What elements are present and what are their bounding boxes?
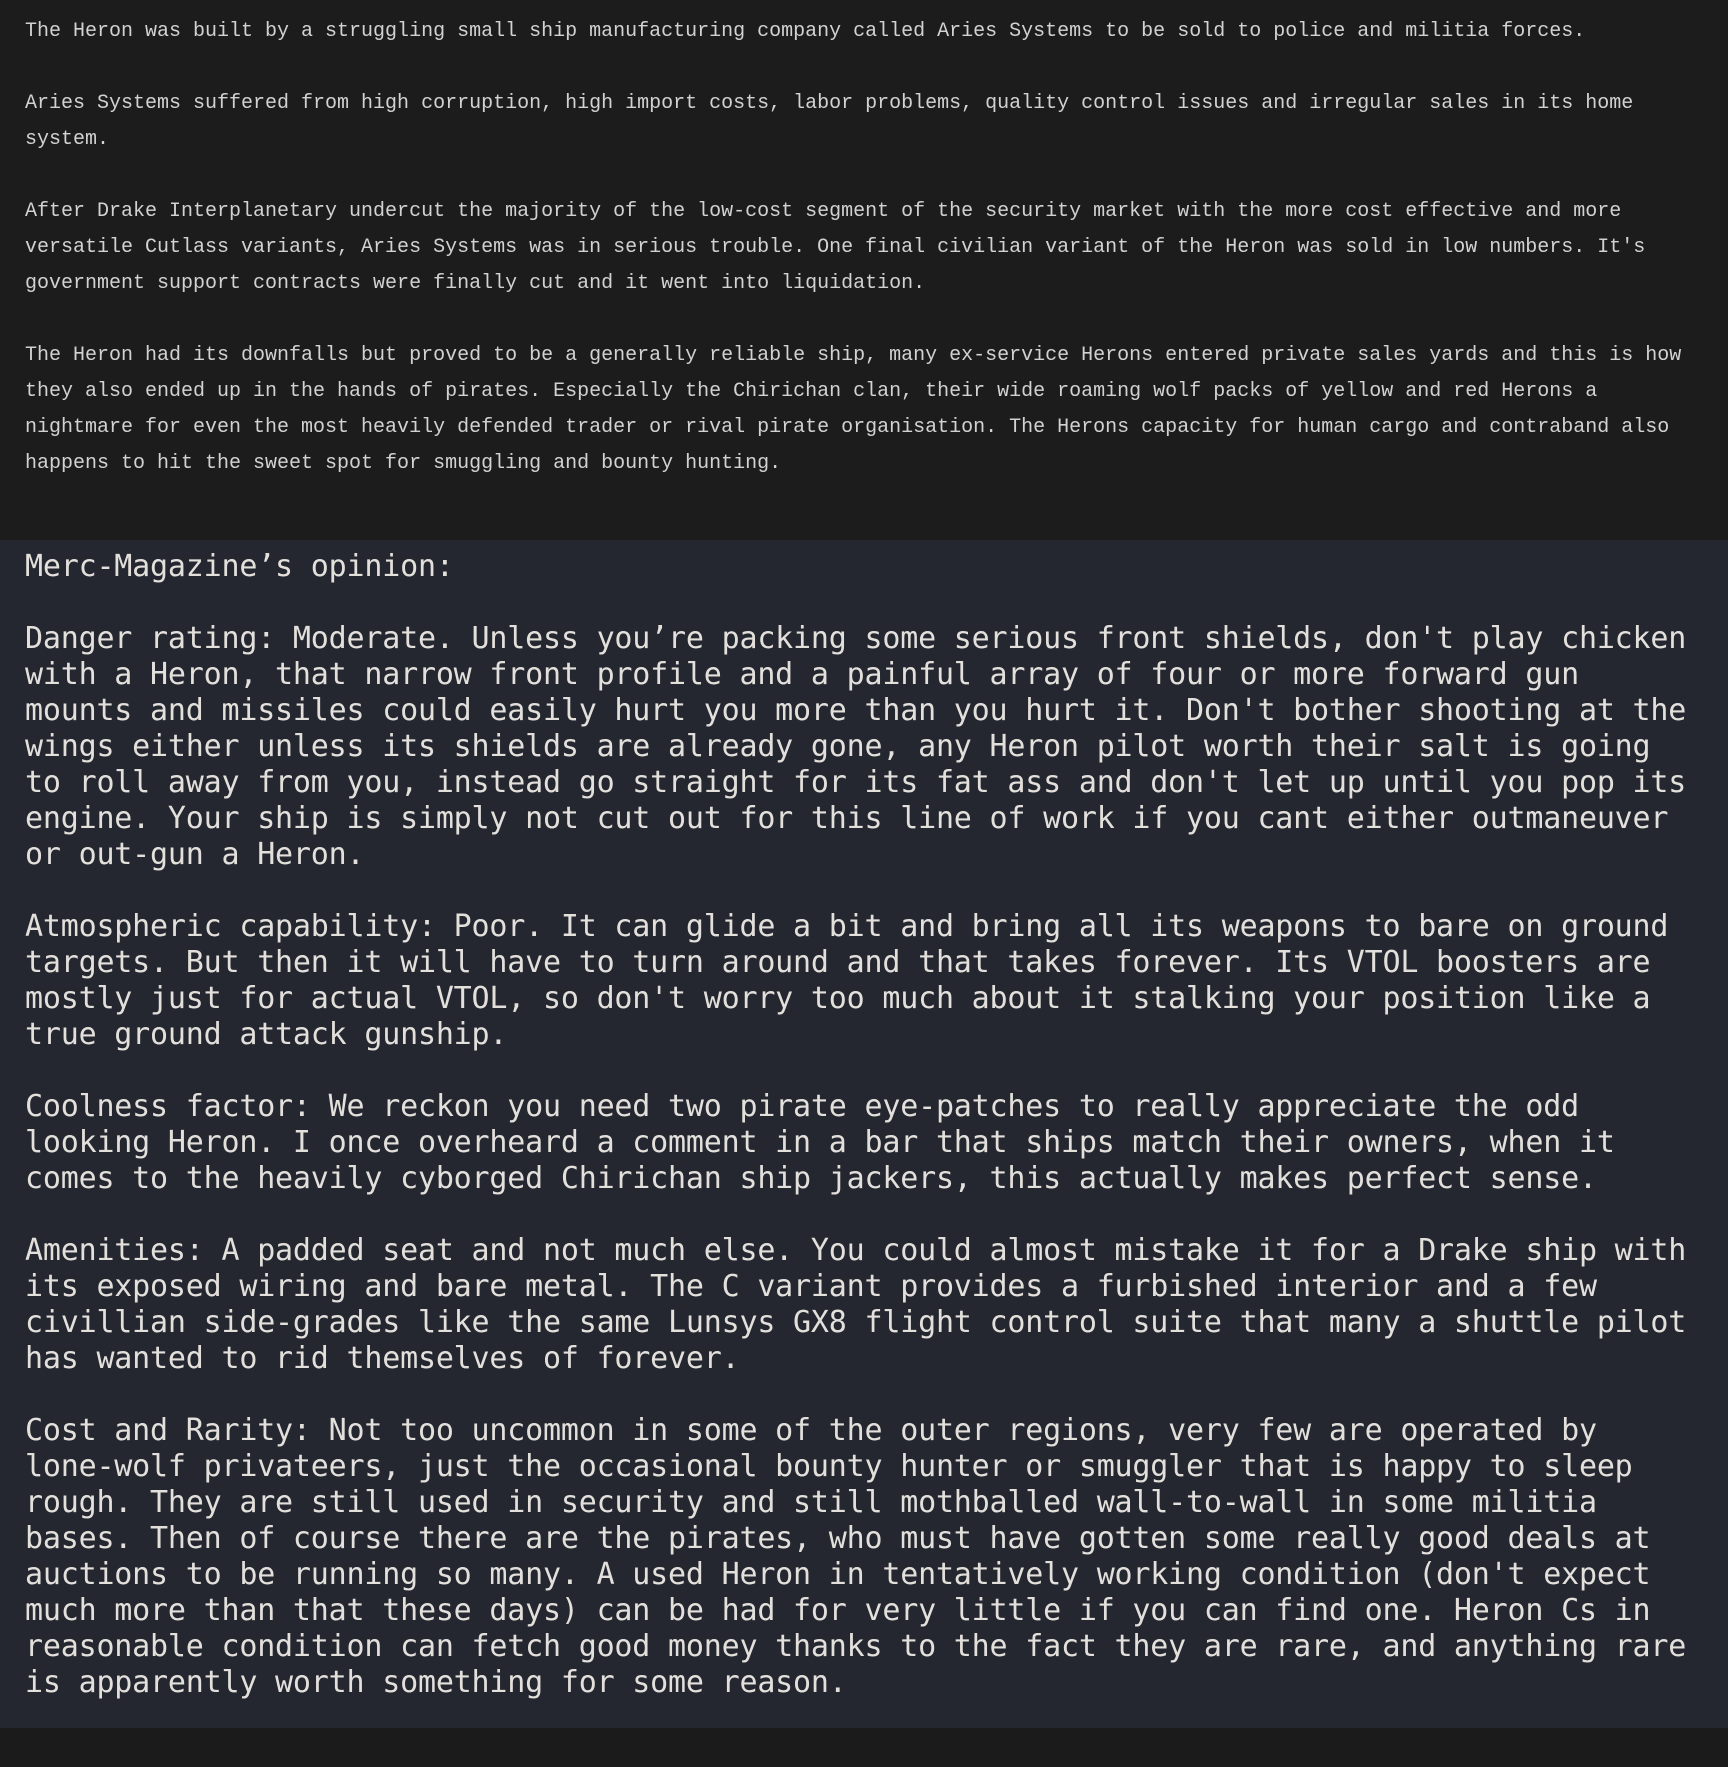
atmospheric-capability-paragraph: Atmospheric capability: Poor. It can glide a bit and bring all its weapons to bare on ground targets. But then it will have to turn around and that takes forever. Its VTOL boosters are mostly just for actual VTOL, so don't worry too much about it stalking your position like a true ground attack gunship. xyxy=(25,909,1669,1052)
coolness-factor-paragraph: Coolness factor: We reckon you need two pirate eye-patches to really appreciate the odd looking Heron. I once overheard a comment in a bar that ships match their owners, when it comes to the heavily cyborged Chirichan ship jackers, this actually makes perfect sense. xyxy=(25,1089,1615,1196)
opinion-section xyxy=(0,540,1728,1728)
history-section xyxy=(0,0,1728,540)
history-paragraph: After Drake Interplanetary undercut the majority of the low-cost segment of the security market with the more cost effective and more versatile Cutlass variants, Aries Systems was in serious trouble. One final civilian variant of the Heron was sold in low numbers. It's government support contracts were finally cut and it went into liquidation. xyxy=(25,200,1646,295)
history-paragraph: The Heron had its downfalls but proved to be a generally reliable ship, many ex-service Herons entered private sales yards and this is how they also ended up in the hands of pirates. Especially the Chirichan clan, their wide roaming wolf packs of yellow and red Herons a nightmare for even the most heavily defended trader or rival pirate organisation. The Herons capacity for human cargo and contraband also happens to hit the sweet spot for smuggling and bounty hunting. xyxy=(25,344,1682,475)
amenities-paragraph: Amenities: A padded seat and not much else. You could almost mistake it for a Drake ship with its exposed wiring and bare metal. The C variant provides a furbished interior and a few civillian side-grades like the same Lunsys GX8 flight control suite that many a shuttle pilot has wanted to rid themselves of forever. xyxy=(25,1233,1687,1376)
danger-rating-paragraph: Danger rating: Moderate. Unless you’re packing some serious front shields, don't play chicken with a Heron, that narrow front profile and a painful array of four or more forward gun mounts and missiles could easily hurt you more than you hurt it. Don't bother shooting at the wings either unless its shields are already gone, any Heron pilot worth their salt is going to roll away from you, instead go straight for its fat ass and don't let up until you pop its engine. Your ship is simply not cut out for this line of work if you cant either outmaneuver or out-gun a Heron. xyxy=(25,621,1687,872)
opinion-heading: Merc-Magazine’s opinion: xyxy=(25,549,454,584)
history-paragraph: Aries Systems suffered from high corruption, high import costs, labor problems, quality control issues and irregular sales in its home system. xyxy=(25,92,1634,151)
cost-rarity-paragraph: Cost and Rarity: Not too uncommon in some of the outer regions, very few are operated by lone-wolf privateers, just the occasional bounty hunter or smuggler that is happy to sleep rough. They are still used in security and still mothballed wall-to-wall in some militia bases. Then of course there are the pirates, who must have gotten some really good deals at auctions to be running so many. A used Heron in tentatively working condition (don't expect much more than that these days) can be had for very little if you can find one. Heron Cs in reasonable condition can fetch good money thanks to the fact they are rare, and anything rare is apparently worth something for some reason. xyxy=(25,1413,1687,1700)
history-paragraph: The Heron was built by a struggling small ship manufacturing company called Aries Systems to be sold to police and militia forces. xyxy=(25,20,1586,43)
